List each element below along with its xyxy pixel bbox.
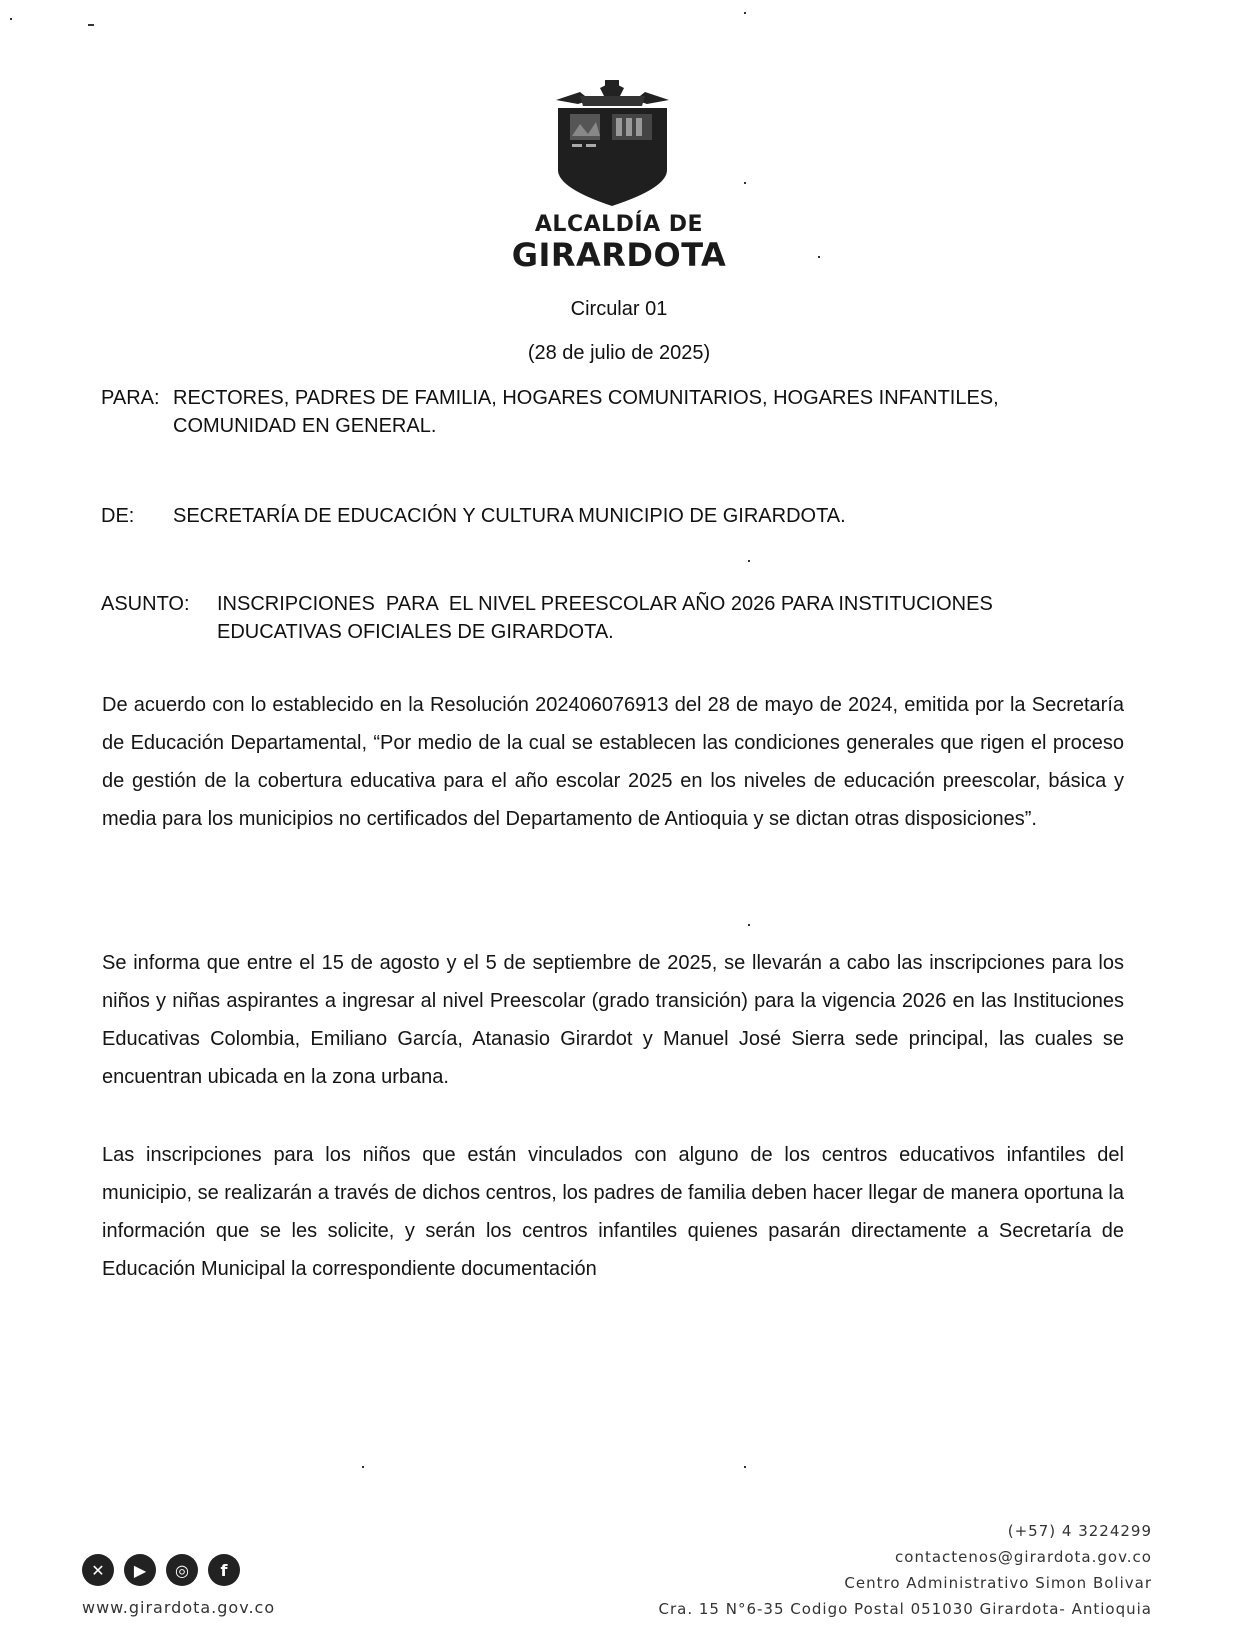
scan-speck [748, 924, 750, 926]
scan-speck [818, 256, 820, 258]
circular-date: (28 de julio de 2025) [527, 342, 711, 364]
para-value-line2: COMUNIDAD EN GENERAL. [173, 415, 437, 437]
website-link[interactable]: www.girardota.gov.co [82, 1598, 276, 1617]
scan-speck [744, 12, 746, 14]
instagram-icon[interactable]: ◎ [166, 1554, 198, 1586]
social-icons [82, 1554, 240, 1586]
para-row [101, 384, 1141, 444]
scan-speck [10, 18, 12, 20]
asunto-label: ASUNTO: [101, 593, 190, 615]
de-row [101, 502, 1141, 532]
scan-speck [748, 560, 750, 562]
scan-speck [744, 182, 746, 184]
org-name-line2: GIRARDOTA [511, 236, 727, 274]
contact-phone: (+57) 4 3224299 [1007, 1522, 1152, 1540]
org-name-line1: ALCALDÍA DE [534, 212, 704, 237]
de-label: DE: [101, 505, 135, 527]
facebook-icon[interactable]: f [208, 1554, 240, 1586]
contact-office: Centro Administrativo Simon Bolivar [844, 1574, 1152, 1592]
body-paragraph-3: Las inscripciones para los niños que están vinculados con alguno de los centros educativos infantiles del municipio, se realizarán a través de dichos centros, los padres de familia deben hacer llegar de manera oportuna la información que se les solicite, y serán los centros infantiles quienes pasarán directamente a Secretaría de Educación Municipal la correspondiente documentación [102, 1144, 1124, 1280]
scan-speck [88, 24, 94, 26]
body-paragraph-2: Se informa que entre el 15 de agosto y el 5 de septiembre de 2025, se llevarán a cabo las inscripciones para los niños y niñas aspirantes a ingresar al nivel Preescolar (grado transición) para la vigencia 2026 en las Instituciones Educativas Colombia, Emiliano García, Atanasio Girardot y Manuel José Sierra sede principal, las cuales se encuentran ubicada en la zona urbana. [102, 952, 1124, 1088]
scan-speck [362, 1466, 364, 1468]
scan-speck [744, 1466, 746, 1468]
asunto-value-line2: EDUCATIVAS OFICIALES DE GIRARDOTA. [217, 621, 614, 643]
de-value: SECRETARÍA DE EDUCACIÓN Y CULTURA MUNICIPIO DE GIRARDOTA. [173, 505, 846, 527]
contact-address: Cra. 15 N°6-35 Codigo Postal 051030 Girardota- Antioquia [658, 1600, 1152, 1618]
circular-title: Circular 01 [570, 298, 668, 320]
youtube-icon[interactable]: ▶ [124, 1554, 156, 1586]
asunto-row [101, 590, 1141, 650]
body-paragraph-1: De acuerdo con lo establecido en la Resolución 202406076913 del 28 de mayo de 2024, emitida por la Secretaría de Educación Departamental, “Por medio de la cual se establecen las condiciones generales que rigen el proceso de gestión de la cobertura educativa para el año escolar 2025 en los niveles de educación preescolar, básica y media para los municipios no certificados del Departamento de Antioquia y se dictan otras disposiciones”. [102, 694, 1124, 830]
para-label: PARA: [101, 387, 160, 409]
coat-of-arms-logo [550, 78, 675, 208]
x-icon[interactable]: ✕ [82, 1554, 114, 1586]
contact-email[interactable]: contactenos@girardota.gov.co [895, 1548, 1152, 1566]
asunto-value-line1: INSCRIPCIONES PARA EL NIVEL PREESCOLAR AÑO 2026 PARA INSTITUCIONES [217, 593, 993, 615]
para-value-line1: RECTORES, PADRES DE FAMILIA, HOGARES COMUNITARIOS, HOGARES INFANTILES, [173, 387, 999, 409]
